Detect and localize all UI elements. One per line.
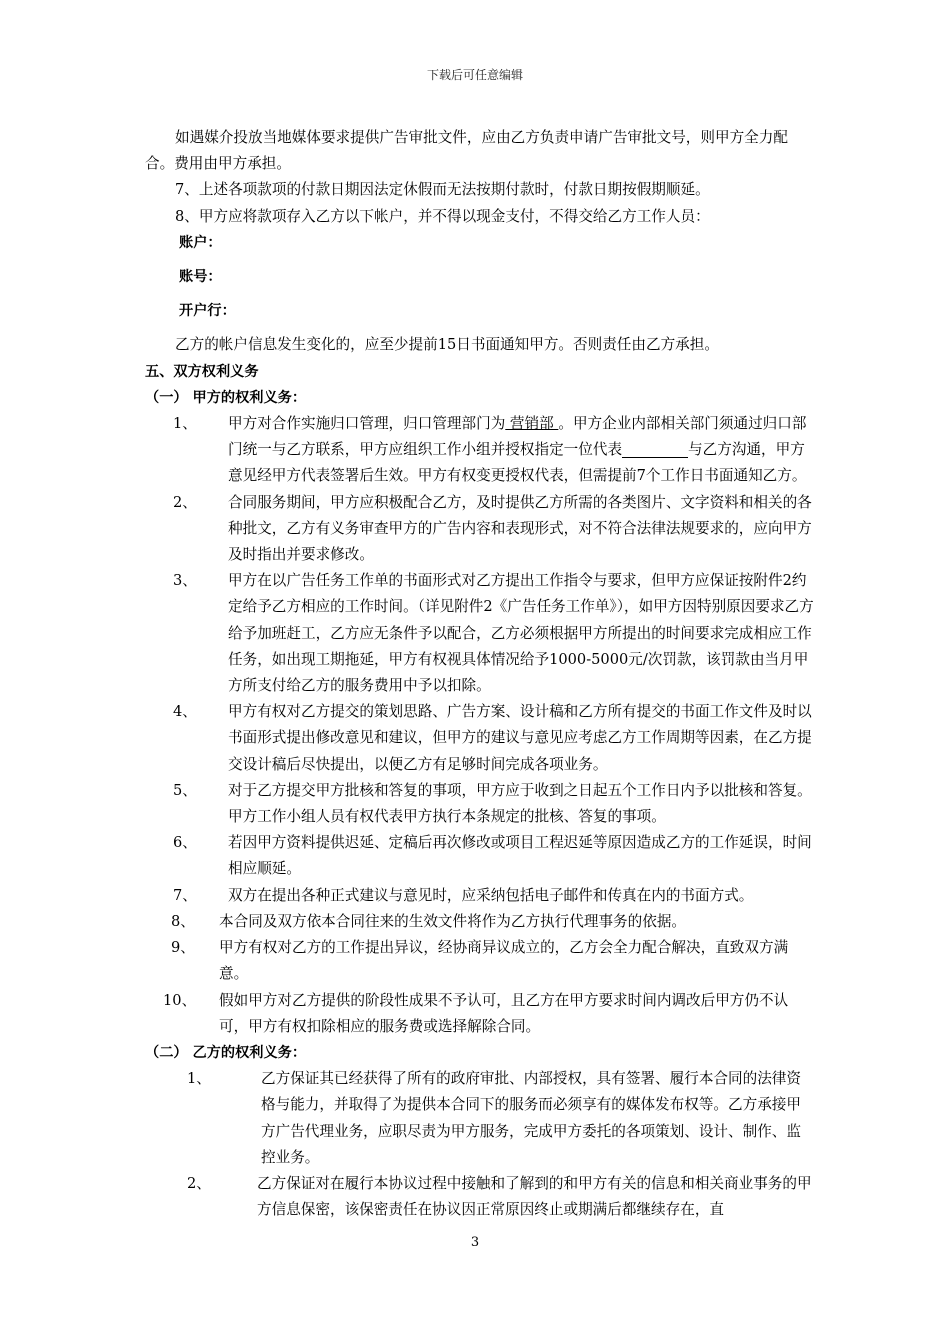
item-text: 双方在提出各种正式建议与意见时，应采纳包括电子邮件和传真在内的书面方式。 (228, 886, 754, 904)
clause-7: 7、上述各项款项的付款日期因法定休假而无法按期付款时，付款日期按假期顺延。 (175, 181, 710, 199)
item-text: 甲方有权对乙方提交的策划思路、广告方案、设计稿和乙方所有提交的书面工作文件及时以书面形式提出修改意见和建议，但甲方的建议与意见应考虑乙方工作周期等因素，在乙方提交设计稿后尽快提出，以便乙方有足够时间完成各项业务。 (228, 703, 812, 773)
party-b-item (145, 1171, 815, 1223)
party-a-item (145, 699, 815, 778)
item-text: 合同服务期间，甲方应积极配合乙方，及时提供乙方所需的各类图片、文字资料和相关的各种批文，乙方有义务审查甲方的广告内容和表现形式，对不符合法律法规要求的，应向甲方及时指出并要求修改。 (228, 493, 812, 564)
account-name-label: 账户： (179, 234, 222, 251)
party-b-title: （二） 乙方的权利义务： (145, 1044, 307, 1061)
page-number: 3 (470, 1235, 480, 1250)
item-text: 本合同及双方依本合同往来的生效文件将作为乙方执行代理事务的依据。 (219, 912, 687, 930)
item-text: 甲方有权对乙方的工作提出异议，经协商异议成立的，乙方会全力配合解决，直致双方满意。 (219, 939, 789, 983)
account-number-label: 账号： (179, 269, 222, 286)
bank-label: 开户行： (179, 303, 236, 320)
item-number: 1、 (187, 1070, 211, 1088)
item-text: 假如甲方对乙方提供的阶段性成果不予认可，且乙方在甲方要求时间内调改后甲方仍不认可，甲方有权扣除相应的服务费或选择解除合同。 (219, 991, 789, 1035)
party-a-item (145, 778, 815, 830)
party-a-item (145, 909, 815, 935)
item-number: 8、 (171, 912, 195, 930)
dept-name: 营销部 (505, 415, 559, 433)
item-number: 2、 (173, 493, 197, 511)
page-header: 下载后可任意编辑 (426, 68, 523, 82)
party-a-item (145, 568, 815, 699)
item-text: 若因甲方资料提供迟延、定稿后再次修改或项目工程迟延等原因造成乙方的工作延误，时间相应顺延。 (228, 834, 812, 878)
party-a-item (145, 883, 815, 909)
intro-paragraph: 如遇媒介投放当地媒体要求提供广告审批文件，应由乙方负责申请广告审批文号，则甲方全力配合。费用由甲方承担。 (145, 129, 788, 173)
item-number: 2、 (187, 1174, 211, 1192)
item-number: 9、 (171, 939, 195, 957)
party-a-item: 1、 甲方对合作实施归口管理，归口管理部门为 营销部 。甲方企业内部相关部门须通过归口部门统一与乙方联系，甲方应组织工作小组并授权指定一位代表 与乙方沟通，甲方意见经甲方代表签署后生效。甲方有权变更授权代表，但需提前7个工作日书面通知乙方。 (145, 411, 815, 490)
party-a-item (145, 490, 815, 569)
item-number: 3、 (173, 572, 197, 590)
party-a-item (145, 830, 815, 882)
item-text: 对于乙方提交甲方批核和答复的事项，甲方应于收到之日起五个工作日内予以批核和答复。甲方工作小组人员有权代表甲方执行本条规定的批核、答复的事项。 (228, 781, 812, 826)
document-body (145, 125, 815, 1223)
section-title: 五、双方权利义务 (145, 363, 259, 380)
party-b-item (145, 1066, 815, 1171)
party-a-item (145, 988, 815, 1040)
item-number: 10、 (163, 991, 197, 1009)
item-text: 甲方在以广告任务工作单的书面形式对乙方提出工作指令与要求，但甲方应保证按附件2约定给予乙方相应的工作时间。（详见附件2《广告任务工作单》），如甲方因特别原因要求乙方给予加班赶工，乙方应无条件予以配合，乙方必须根据甲方所提出的时间要求完成相应工作任务，如出现工期拖延，甲方有权视具体情况给予1000-5000元/次罚款，该罚款由当月甲方所支付给乙方的服务费用中予以扣除。 (228, 572, 814, 695)
item-text: 乙方保证对在履行本协议过程中接触和了解到的和甲方有关的信息和相关商业事务的甲方信息保密，该保密责任在协议因正常原因终止或期满后都继续存在，直 (257, 1174, 812, 1219)
item-number: 7、 (173, 886, 197, 904)
party-a-item (145, 935, 815, 987)
item-number: 1、 (173, 415, 197, 433)
item-text: 乙方保证其已经获得了所有的政府审批、内部授权，具有签署、履行本合同的法律资格与能力，并取得了为提供本合同下的服务而必须享有的媒体发布权等。乙方承接甲方广告代理业务，应职尽责为甲方服务，完成甲方委托的各项策划、设计、制作、监控业务。 (261, 1070, 801, 1166)
clause-8: 8、甲方应将款项存入乙方以下帐户，并不得以现金支付，不得交给乙方工作人员： (175, 207, 710, 225)
account-change-notice: 乙方的帐户信息发生变化的，应至少提前15日书面通知甲方。否则责任由乙方承担。 (175, 336, 719, 354)
item-number: 4、 (173, 703, 197, 721)
item-number: 5、 (173, 781, 197, 799)
party-a-title: （一） 甲方的权利义务： (145, 389, 307, 406)
item-number: 6、 (173, 834, 197, 852)
representative-blank (622, 439, 688, 458)
